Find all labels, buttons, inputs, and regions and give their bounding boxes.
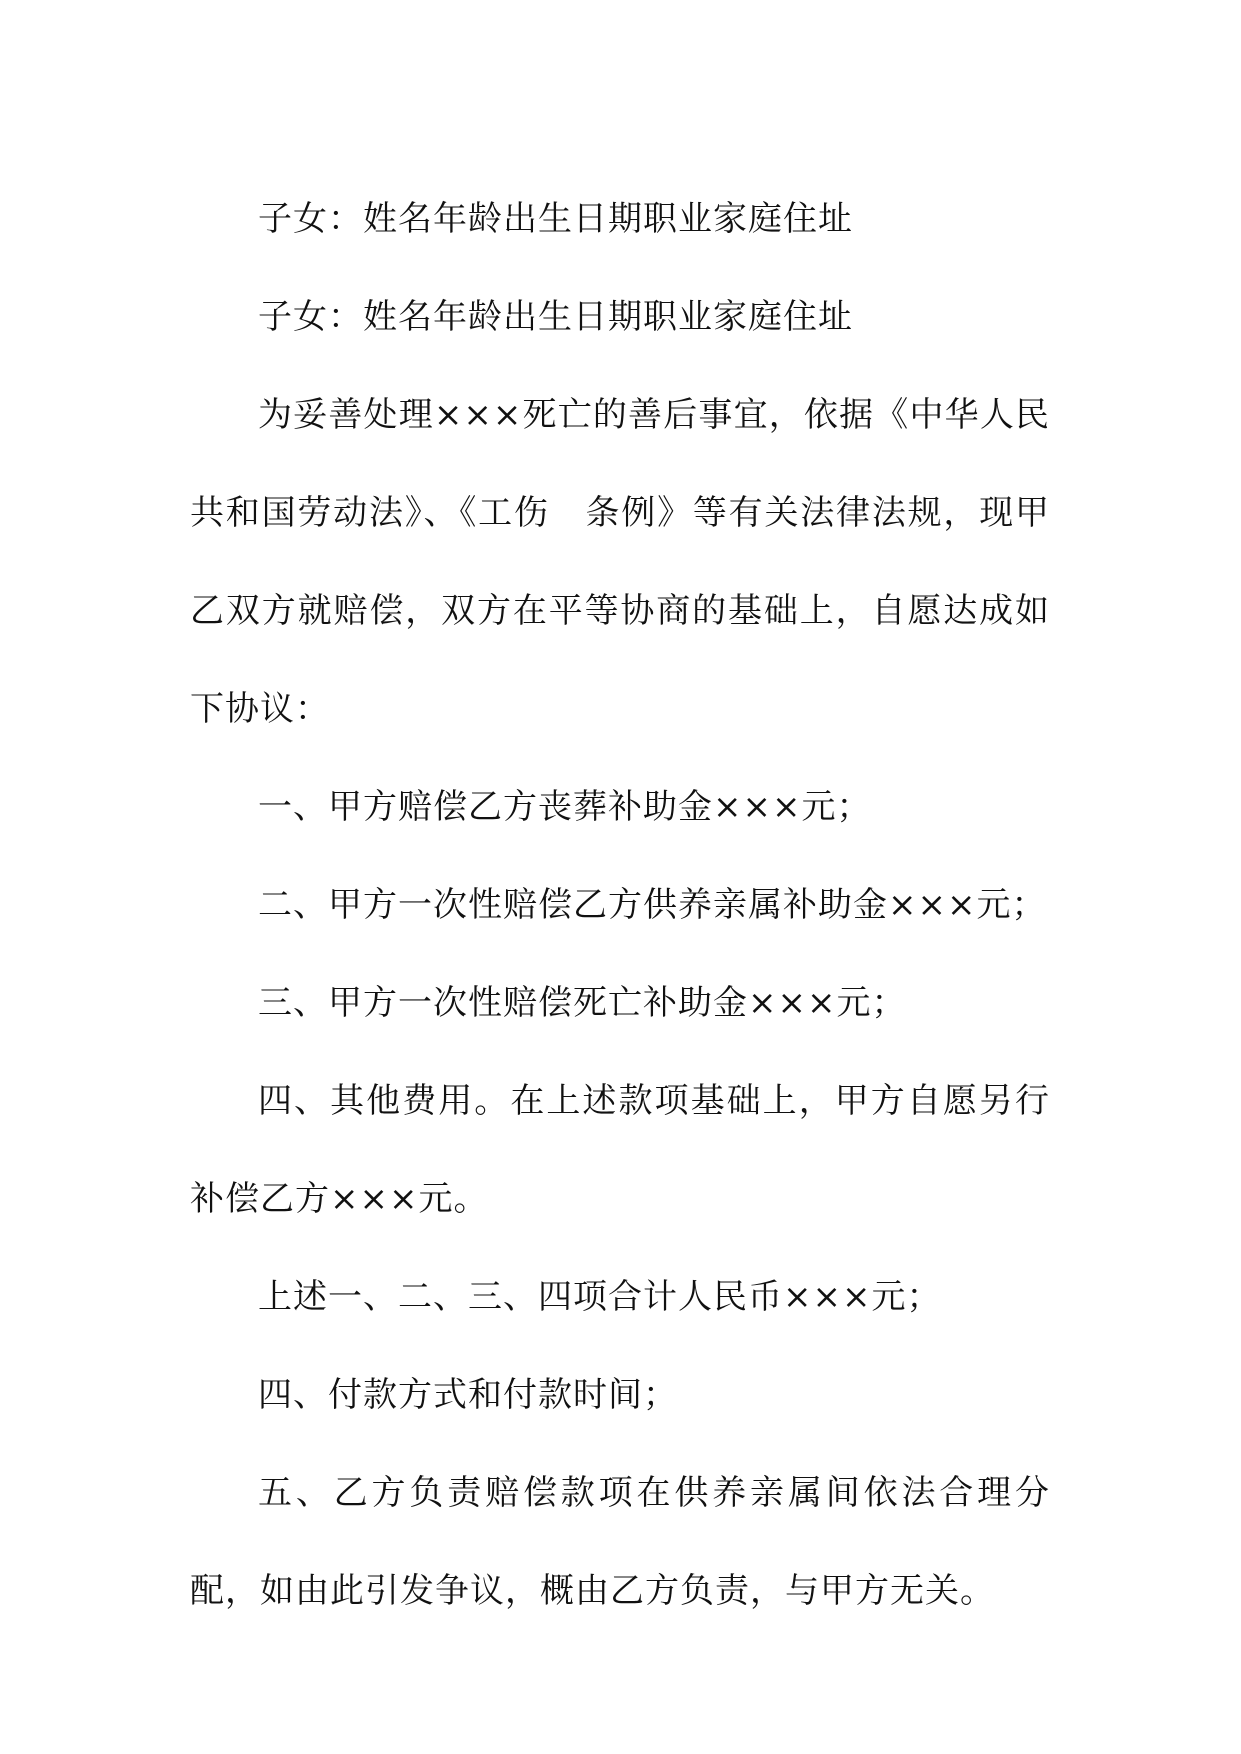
paragraph-clause-3: 三、甲方一次性赔偿死亡补助金×××元； <box>258 983 907 1023</box>
paragraph-payment: 四、付款方式和付款时间； <box>258 1375 678 1415</box>
paragraph-clause-5: 五、乙方负责赔偿款项在供养亲属间依法合理分配，如由此引发争议，概由乙方负责，与甲方无关。 <box>190 1473 1050 1611</box>
paragraph-child-info-2: 子女：姓名年龄出生日期职业家庭住址 <box>258 297 853 337</box>
paragraph-clause-2: 二、甲方一次性赔偿乙方供养亲属补助金×××元； <box>258 885 1047 925</box>
document-body <box>190 170 1050 1640</box>
paragraph-clause-4: 四、其他费用。在上述款项基础上，甲方自愿另行补偿乙方×××元。 <box>190 1081 1050 1219</box>
paragraph-total: 上述一、二、三、四项合计人民币×××元； <box>258 1277 942 1317</box>
paragraph-clause-1: 一、甲方赔偿乙方丧葬补助金×××元； <box>258 787 872 827</box>
paragraph-preamble: 为妥善处理×××死亡的善后事宜，依据《中华人民共和国劳动法》、《工伤 条例》等有关法律法规，现甲乙双方就赔偿，双方在平等协商的基础上，自愿达成如下协议： <box>190 395 1050 729</box>
paragraph-child-info-1: 子女：姓名年龄出生日期职业家庭住址 <box>258 199 853 239</box>
